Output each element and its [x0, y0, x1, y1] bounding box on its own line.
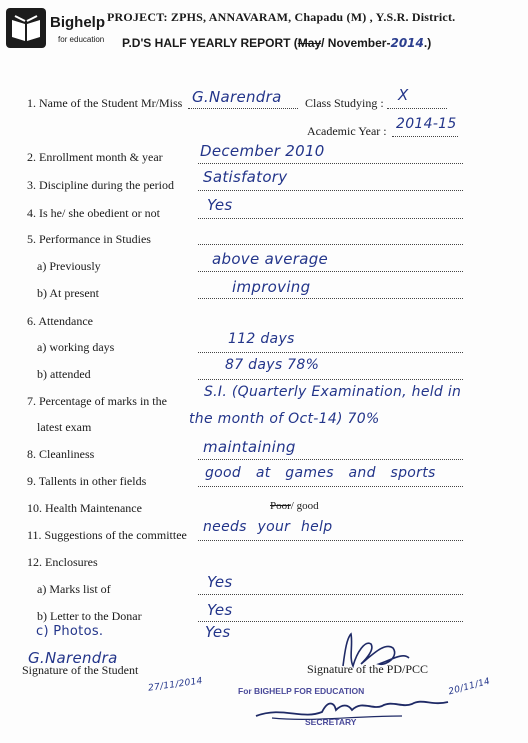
academic-year-value: 2014-15: [396, 116, 457, 132]
enrollment-label: 2. Enrollment month & year: [27, 150, 163, 164]
discipline-value: Satisfatory: [203, 168, 288, 186]
pd-signature-label: Signature of the PD/PCC: [307, 662, 429, 676]
discipline-label: 3. Discipline during the period: [27, 178, 174, 192]
previously-value: above average: [212, 250, 329, 268]
marks-list-value: Yes: [207, 573, 233, 591]
student-signature-handwritten: G.Narendra: [28, 649, 118, 667]
attendance-label: 6. Attendance: [27, 314, 93, 328]
report-year-handwritten: 2014: [390, 36, 424, 50]
latest-exam-label: latest exam: [37, 420, 92, 434]
suggestions-label: 11. Suggestions of the committee: [27, 528, 187, 542]
letter-label: b) Letter to the Donar: [37, 609, 142, 623]
photos-label: c) Photos.: [36, 624, 104, 639]
marks-list-dotted-line: [198, 594, 463, 595]
date-left: 27/11/2014: [147, 676, 204, 694]
class-value: X: [398, 86, 409, 104]
present-label: b) At present: [37, 286, 99, 300]
secretary-signature-scribble: [252, 686, 452, 726]
attended-label: b) attended: [37, 367, 91, 381]
enclosures-label: 12. Enclosures: [27, 555, 98, 569]
performance-dotted-line: [198, 244, 463, 245]
health-poor-struck: Poor: [270, 500, 291, 512]
present-value: improving: [232, 278, 311, 296]
obedient-dotted-line: [198, 218, 463, 219]
marks-list-label: a) Marks list of: [37, 582, 111, 596]
talents-dotted-line: [198, 486, 463, 487]
previously-dotted-line: [198, 271, 463, 272]
letter-value: Yes: [207, 601, 233, 619]
cleanliness-label: 8. Cleanliness: [27, 447, 95, 461]
book-icon: [6, 8, 46, 48]
attended-dotted-line: [198, 379, 463, 380]
class-dotted-line: [387, 108, 447, 109]
marks-value-line2: the month of Oct-14) 70%: [189, 411, 380, 427]
discipline-dotted-line: [198, 190, 463, 191]
marks-percentage-label: 7. Percentage of marks in the: [27, 394, 167, 408]
suggestions-dotted-line: [198, 540, 463, 541]
suggestions-value: needs your help: [203, 519, 333, 535]
enrollment-dotted-line: [198, 163, 463, 164]
attended-value: 87 days 78%: [225, 357, 320, 373]
previously-label: a) Previously: [37, 259, 101, 273]
health-good: / good: [290, 500, 319, 512]
marks-value-line1: S.I. (Quarterly Examination, held in: [204, 384, 462, 400]
logo-name: Bighelp: [50, 14, 105, 31]
report-title: P.D'S HALF YEARLY REPORT (May/ November-2014.): [122, 36, 432, 50]
working-days-value: 112 days: [228, 331, 295, 347]
secretary-stamp: SECRETARY: [305, 717, 357, 727]
name-dotted-line: [188, 108, 298, 109]
health-label: 10. Health Maintenance: [27, 501, 142, 515]
project-line: PROJECT: ZPHS, ANNAVARAM, Chapadu (M) , Y.S.R. District.: [107, 10, 456, 24]
year-dotted-line: [392, 136, 458, 137]
enrollment-value: December 2010: [200, 142, 325, 160]
cleanliness-value: maintaining: [203, 438, 296, 456]
cleanliness-dotted-line: [198, 459, 463, 460]
academic-year-label: Academic Year :: [307, 124, 387, 138]
class-label: Class Studying :: [305, 96, 384, 110]
health-options: [270, 500, 319, 512]
obedient-value: Yes: [207, 196, 233, 214]
date-right: 20/11/14: [447, 676, 492, 698]
student-signature-label: Signature of the Student: [22, 663, 139, 677]
struck-month: May: [297, 36, 322, 50]
letter-dotted-line: [198, 621, 463, 622]
name-label: 1. Name of the Student Mr/Miss: [27, 96, 183, 110]
working-days-dotted-line: [198, 352, 463, 353]
talents-value: good at games and sports: [205, 465, 436, 481]
bighelp-logo: [6, 6, 105, 50]
present-dotted-line: [198, 298, 463, 299]
organization-stamp: For BIGHELP FOR EDUCATION: [238, 686, 365, 696]
working-days-label: a) working days: [37, 340, 115, 354]
talents-label: 9. Tallents in other fields: [27, 474, 147, 488]
photos-value: Yes: [205, 623, 231, 641]
obedient-label: 4. Is he/ she obedient or not: [27, 206, 160, 220]
logo-tagline: for education: [58, 35, 105, 44]
performance-label: 5. Performance in Studies: [27, 232, 151, 246]
name-value: G.Narendra: [192, 88, 282, 106]
